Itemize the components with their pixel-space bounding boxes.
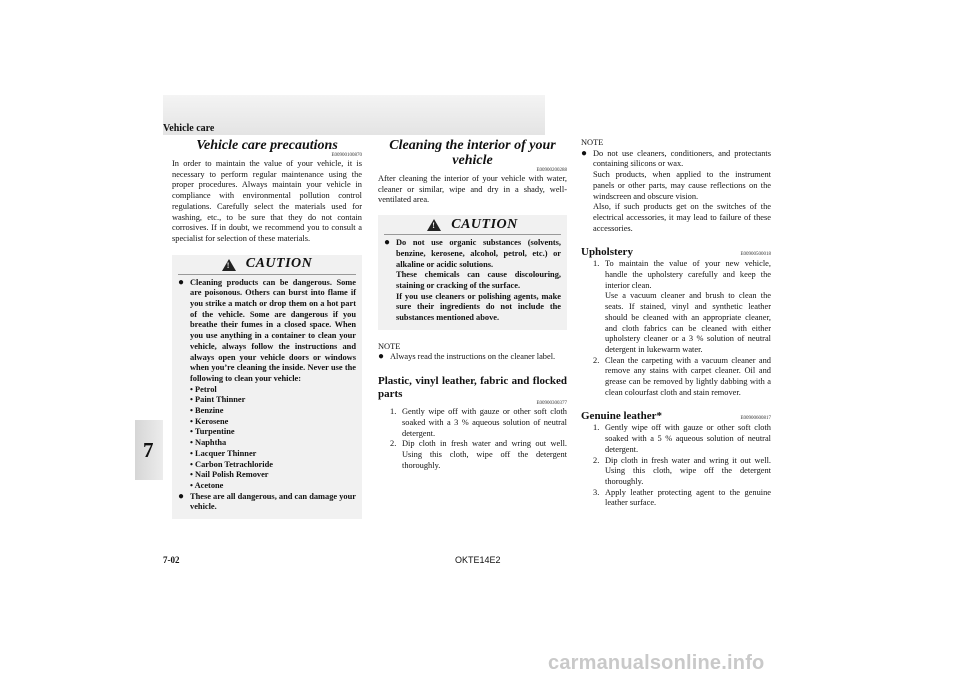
column-3 xyxy=(581,138,771,509)
product-item: • Paint Thinner xyxy=(190,395,246,405)
watermark: carmanualsonline.info xyxy=(548,652,765,674)
caution-box xyxy=(172,255,362,519)
section-code: E00900200288 xyxy=(536,168,567,173)
product-item: • Acetone xyxy=(190,480,224,490)
caution-header xyxy=(384,216,561,235)
section-code: E00900600817 xyxy=(740,416,771,422)
bullet-icon: ● xyxy=(378,351,385,363)
section-title: Vehicle care xyxy=(163,123,215,134)
warning-triangle-icon xyxy=(427,219,441,231)
page-number: 7-02 xyxy=(163,555,180,565)
caution-text: Cleaning products can be dangerous. Some are poisonous. Others can burst into flame if you strike a match or drop them on a hot part of the vehicle. Some are dangerous if you breathe their fumes in a closed space. When you use anything in a container to clean your vehicle, always follow the instructions and always open your vehicle doors or windows when you’re cleaning the inside. Never use the following to clean your vehicle: xyxy=(190,277,356,383)
caution-line: These chemicals can cause discolouring, staining or cracking of the surface. xyxy=(396,270,561,290)
step-text: Gently wipe off with gauze or other soft cloth soaked with a 5 % aqueous solution of neutral detergent. xyxy=(605,423,771,454)
heading-cleaning-interior: Cleaning the interior of your vehicle xyxy=(389,138,556,168)
step-item: 1. To maintain the value of your new vehicle, handle the upholstery carefully and keep the interior clean. xyxy=(593,259,771,290)
bullet-icon: ● xyxy=(178,276,185,288)
note-text: Do not use cleaners, conditioners, and protectants containing silicons or wax. Such products, when applied to the instrument panels or other parts, may cause reflections on the windscreen and obscure vision. Also, if such products get on the switches of the electrical accessories, it may lead to failure of these accessories. xyxy=(593,148,771,233)
step-item: 2. Clean the carpeting with a vacuum cleaner and remove any stains with carpet cleaner. Oil and grease can be removed by lightly dabbing with a clean colourfast cloth and stain remover. xyxy=(593,355,771,397)
bullet-icon: ● xyxy=(581,147,588,159)
steps-list xyxy=(378,407,567,471)
caution-text: These are all dangerous, and can damage your vehicle. xyxy=(190,491,356,512)
step-item: 1. Gently wipe off with gauze or other soft cloth soaked with a 5 % aqueous solution of neutral detergent. xyxy=(593,423,771,454)
note-label: NOTE xyxy=(581,138,604,147)
heading-plastic-vinyl: Plastic, vinyl leather, fabric and flocked parts xyxy=(378,375,567,401)
product-item: • Nail Polish Remover xyxy=(190,470,269,480)
warning-triangle-icon xyxy=(222,259,236,271)
product-item: • Benzine xyxy=(190,406,224,416)
product-item: • Lacquer Thinner xyxy=(190,448,257,458)
caution-text xyxy=(396,238,561,324)
caution-item xyxy=(178,278,356,385)
steps-list xyxy=(581,423,771,509)
caution-line: If you use cleaners or polishing agents, make sure their ingredients do not include the substances mentioned above. xyxy=(396,291,561,323)
leather-heading-row xyxy=(581,410,771,423)
caution-title: CAUTION xyxy=(245,256,313,272)
product-item: • Naphtha xyxy=(190,438,227,448)
bullet-icon: ● xyxy=(384,237,391,249)
heading-vehicle-care-precautions: Vehicle care precautions xyxy=(196,138,338,153)
upholstery-heading-row xyxy=(581,246,771,259)
header-bar xyxy=(163,95,545,135)
step-item: 2. Dip cloth in fresh water and wring it out well. Using this cloth, wipe off the detergent thoroughly. xyxy=(593,455,771,486)
product-item: • Kerosene xyxy=(190,416,229,426)
column-2 xyxy=(378,138,567,471)
section-code: E00900500018 xyxy=(740,252,771,258)
intro-paragraph: After cleaning the interior of your vehicle with water, cleaner or similar, wipe and dry in a shady, well-ventilated area. xyxy=(378,174,567,205)
step-text: Use a vacuum cleaner and brush to clean the seats. If stained, vinyl and synthetic leather should be cleaned with an appropriate cleaner, and cloth fabrics can be cleaned with either upholstery cleaner or a 3 % solution of neutral detergent in lukewarm water. xyxy=(605,291,771,354)
section-code: E00900100870 xyxy=(331,153,362,158)
heading-upholstery: Upholstery xyxy=(581,246,633,259)
intro-paragraph: In order to maintain the value of your vehicle, it is necessary to perform regular maintenance using the proper procedures. Always maintain your vehicle in compliance with environmental pollution control regulations. Carefully select the materials used for washing, etc., to be sure that they do not contain corrosives. If in doubt, we recommend you to consult a specialist for selection of these materials. xyxy=(172,159,362,243)
manual-code: OKTE14E2 xyxy=(455,555,501,565)
caution-item xyxy=(384,238,561,324)
note-text: Always read the instructions on the cleaner label. xyxy=(390,352,556,362)
step-text: Gently wipe off with gauze or other soft cloth soaked with a 3 % aqueous solution of neutral detergent. xyxy=(402,407,567,438)
chapter-number: 7 xyxy=(143,438,154,462)
bullet-icon: ● xyxy=(178,490,185,502)
product-item: • Turpentine xyxy=(190,427,235,437)
step-text: Apply leather protecting agent to the genuine leather surface. xyxy=(605,487,771,508)
product-item: • Petrol xyxy=(190,384,217,394)
note-label: NOTE xyxy=(378,341,401,351)
step-item: 3. Apply leather protecting agent to the genuine leather surface. xyxy=(593,487,771,508)
steps-list xyxy=(581,259,771,398)
step-item: 2. Dip cloth in fresh water and wring out well. Using this cloth, wipe off the detergent thoroughly. xyxy=(390,439,567,470)
step-item xyxy=(581,291,771,355)
caution-box xyxy=(378,215,567,330)
caution-line: Do not use organic substances (solvents, benzine, kerosene, alcohol, petrol, etc.) or alkaline or acidic solutions. xyxy=(396,238,561,269)
step-text: Dip cloth in fresh water and wring it out well. Using this cloth, wipe off the detergent thoroughly. xyxy=(605,455,771,486)
step-text: To maintain the value of your new vehicle, handle the upholstery carefully and keep the interior clean. xyxy=(605,259,771,290)
product-item: • Carbon Tetrachloride xyxy=(190,459,273,469)
caution-item xyxy=(178,492,356,513)
note-item xyxy=(581,149,771,235)
step-text: Dip cloth in fresh water and wring out well. Using this cloth, wipe off the detergent thoroughly. xyxy=(402,439,567,470)
step-text: Clean the carpeting with a vacuum cleaner and remove any stains with carpet cleaner. Oil and grease can be removed by lightly dabbing with a clean colourfast cloth and stain remover. xyxy=(605,355,771,397)
product-list xyxy=(178,385,356,492)
caution-header xyxy=(178,256,356,275)
section-code: E00900300377 xyxy=(536,401,567,407)
caution-title: CAUTION xyxy=(451,216,518,232)
note-item xyxy=(378,352,567,363)
column-1 xyxy=(172,138,362,519)
heading-genuine-leather: Genuine leather* xyxy=(581,410,662,423)
step-item: 1. Gently wipe off with gauze or other soft cloth soaked with a 3 % aqueous solution of neutral detergent. xyxy=(390,407,567,438)
